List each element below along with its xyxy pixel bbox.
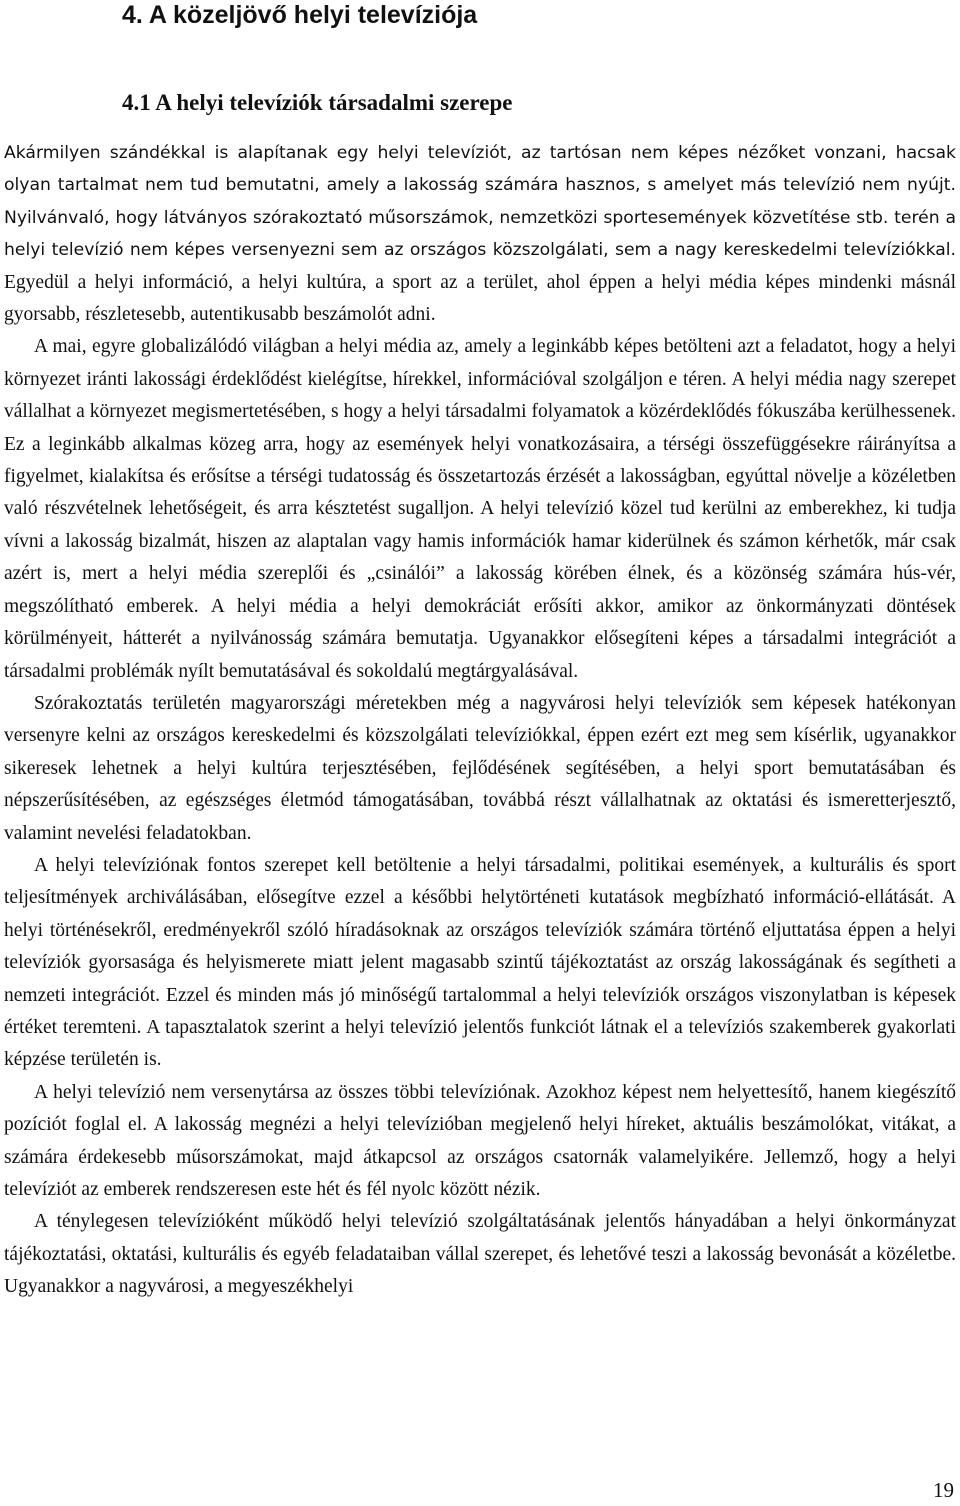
text-run: Szórakoztatás területén magyarországi méretekben még a nagyvárosi helyi televíziók sem képesek hatékonyan versenyre kelni az országos kereskedelmi és közszolgálati televíziókkal, éppen ezért ezt meg sem kísérlik, ugyanakkor sikeresek lehetnek a helyi kultúra terjesztésében, fejlődésének segítésében, a helyi sport bemutatásában és népszerűsítésében, az egészséges életmód támogatásában, továbbá részt vállalhatnak az oktatási és ismeretterjesztő, valamint nevelési feladatokban. (4, 692, 956, 844)
text-run: Nyilvánvaló, hogy látványos szórakoztató műsorszámok, nemzetközi sportesemények közvetítése stb. terén a helyi televízió nem képes versenyezni sem az országos közszolgálati, sem a nagy kereskedelmi televíziókkal. (4, 207, 956, 261)
page-number: 19 (933, 1478, 954, 1502)
text-run: amelyet más televízió nem nyújt. (663, 175, 956, 196)
text-run: A mai, egyre globalizálódó világban a helyi média az, amely a leginkább képes betölteni azt a feladatot, hogy a helyi környezet iránti lakossági érdeklődést kielégítse, hírekkel, információval szolgáljon e téren. A helyi média nagy szerepet vállalhat a környezet megismertetésében, s hogy a helyi társadalmi folyamatok a közérdeklődés fókuszába kerülhessenek. Ez a leginkább alkalmas közeg arra, hogy az események helyi vonatkozásaira, a térségi összefüggésekre ráirányítsa a figyelmet, kialakítsa és erősítse a térségi tudatosság és összetartozás érzését a lakosságban, egyúttal növelje a közéletben való részvételnek lehetőségeit, és arra késztetést sugalljon. A helyi televízió közel tud kerülni az emberekhez, ki tudja vívni a lakosság bizalmát, hiszen az alaptalan vagy hamis információk hamar kiderülnek és számon kérhetők, már csak azért is, mert a helyi média szereplői és „csinálói” a lakosság körében élnek, és a közönség számára hús-vér, megszólítható emberek. A helyi média a helyi demokráciát erősíti akkor, amikor az önkormányzati döntések körülményeit, hátterét a nyilvánosság számára bemutatja. Ugyanakkor elősegíteni képes a társadalmi integrációt a társadalmi problémák nyílt bemutatásával és sokoldalú megtárgyalásával. (4, 336, 956, 682)
text-run: A helyi televízió nem versenytársa az összes többi televíziónak. Azokhoz képest nem helyettesítő, hanem kiegészítő pozíciót foglal el. A lakosság megnézi a helyi televízióban megjelenő helyi híreket, aktuális beszámolókat, vitákat, a számára érdekesebb műsorszámokat, majd átkapcsol az országos csatornák valamelyikére. Jellemző, hogy a helyi televíziót az emberek rendszeresen este hét és fél nyolc között nézik. (4, 1081, 956, 1200)
text-run: Egyedül a helyi információ, a helyi kultúra, a sport az a terület, ahol éppen a helyi média képes mindenki másnál gyorsabb, részletesebb, autentikusabb beszámolót adni. (4, 271, 956, 326)
paragraph (4, 137, 956, 331)
body-text (4, 137, 956, 1304)
paragraph (4, 331, 956, 687)
section-title: 4.1 A helyi televíziók társadalmi szerepe (122, 90, 513, 115)
paragraph (4, 1077, 956, 1207)
page-title: 4. A közeljövő helyi televíziója (122, 1, 478, 29)
text-run: A ténylegesen televízióként működő helyi televízió szolgáltatásának jelentős hányadában a helyi önkormányzat tájékoztatási, oktatási, kulturális és egyéb feladataiban vállal szerepet, és lehetővé teszi a lakosság bevonását a közéletbe. Ugyanakkor a nagyvárosi, a megyeszékhelyi (4, 1211, 956, 1298)
text-run: Akármilyen szándékkal is alapítanak egy helyi televíziót, az tartósan nem képes nézőket vonzani, hacsak olyan tartalmat nem tud bemutatni, amely a lakosság számára hasznos, s (4, 143, 956, 196)
paragraph (4, 850, 956, 1077)
paragraph (4, 1206, 956, 1303)
text-run: A helyi televíziónak fontos szerepet kell betöltenie a helyi társadalmi, politikai események, a kulturális és sport teljesítmények archiválásában, elősegítve ezzel a későbbi helytörténeti kutatások megbízható információ-ellátását. A helyi történésekről, eredményekről szóló híradásoknak az országos televíziók számára történő eljuttatása éppen a helyi televíziók gyorsasága és helyismerete miatt jelent magasabb szintű tájékoztatást az ország lakosságának és segítheti a nemzeti integrációt. Ezzel és minden más jó minőségű tartalommal a helyi televíziók országos viszonylatban is képesek értéket teremteni. A tapasztalatok szerint a helyi televízió jelentős funkciót látnak el a televíziós szakemberek gyakorlati képzése területén is. (4, 854, 956, 1071)
paragraph (4, 688, 956, 850)
